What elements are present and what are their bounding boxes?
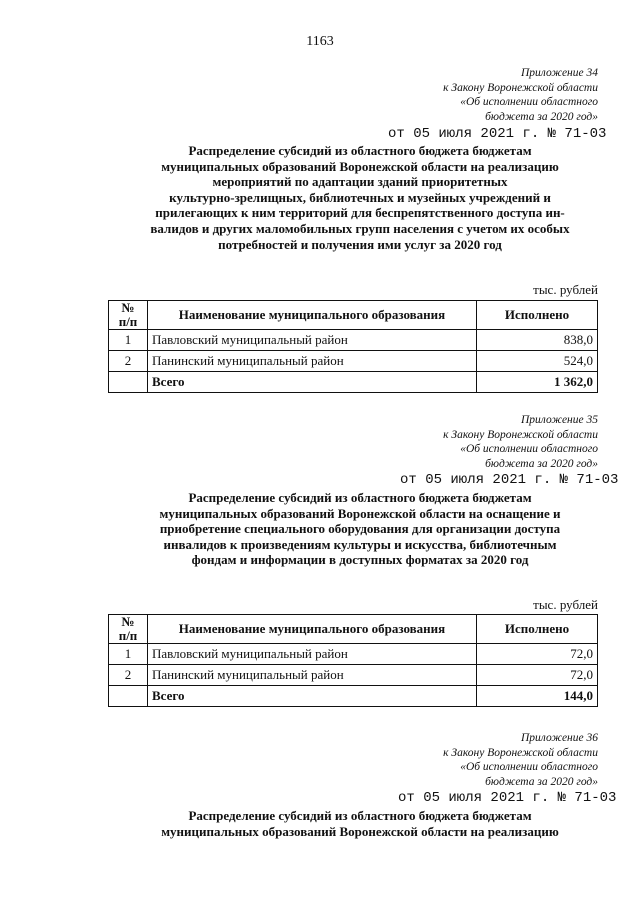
header-num-line1: № [121, 300, 135, 315]
title-line: Распределение субсидий из областного бюджета бюджетам [188, 143, 532, 158]
total-num [109, 686, 148, 707]
table-row [109, 644, 598, 665]
title-34 [100, 143, 620, 252]
row-value: 72,0 [477, 665, 598, 686]
subsidy-table-35 [108, 614, 598, 707]
appendix-line: «Об исполнении областного [460, 761, 598, 773]
header-name: Наименование муниципального образования [148, 301, 477, 330]
appendix-line: к Закону Воронежской области [443, 428, 598, 441]
header-num-line1: № [121, 614, 135, 629]
appendix-line: к Закону Воронежской области [443, 81, 598, 94]
row-value: 72,0 [477, 644, 598, 665]
table-row [109, 665, 598, 686]
total-label: Всего [148, 686, 477, 707]
row-name: Павловский муниципальный район [148, 644, 477, 665]
total-value: 144,0 [477, 686, 598, 707]
table-total-row [109, 686, 598, 707]
table-row [109, 351, 598, 372]
title-line: инвалидов к произведениям культуры и искусства, библиотечным [163, 536, 557, 552]
law-date-36: от 05 июля 2021 г. № 71-03 [398, 790, 617, 806]
header-name: Наименование муниципального образования [148, 615, 477, 644]
total-label: Всего [148, 372, 477, 393]
law-date-35: от 05 июля 2021 г. № 71-03 [400, 472, 619, 488]
header-num [109, 615, 148, 644]
appendix-line: бюджета за 2020 год» [485, 457, 598, 470]
title-35 [100, 490, 620, 568]
title-line: культурно-зрелищных, библиотечных и музейных учреждений и [169, 189, 551, 205]
appendix-line: Приложение 36 [520, 732, 598, 744]
appendix-line: бюджета за 2020 год» [485, 775, 598, 788]
row-num: 1 [109, 330, 148, 351]
row-value: 838,0 [477, 330, 598, 351]
table-header-row [109, 615, 598, 644]
appendix-line: «Об исполнении областного [460, 443, 598, 455]
law-date-34: от 05 июля 2021 г. № 71-03 [388, 126, 607, 142]
title-line: муниципальных образований Воронежской области на реализацию [161, 823, 559, 839]
title-line: потребностей и получения ими услуг за 2020 год [218, 236, 502, 252]
row-num: 2 [109, 351, 148, 372]
title-line: Распределение субсидий из областного бюджета бюджетам [188, 490, 532, 505]
row-value: 524,0 [477, 351, 598, 372]
appendix-line: Приложение 34 [520, 67, 598, 79]
table-header-row [109, 301, 598, 330]
title-line: муниципальных образований Воронежской области на реализацию [161, 158, 559, 174]
title-line: муниципальных образований Воронежской области на оснащение и [159, 505, 561, 521]
header-value: Исполнено [477, 615, 598, 644]
appendix-line: «Об исполнении областного [460, 96, 598, 108]
appendix-line: Приложение 35 [520, 414, 598, 426]
row-name: Панинский муниципальный район [148, 351, 477, 372]
units-label-35: тыс. рублей [533, 597, 598, 612]
appendix-35-header [443, 413, 598, 471]
table-total-row [109, 372, 598, 393]
header-num [109, 301, 148, 330]
total-value: 1 362,0 [477, 372, 598, 393]
title-line: прилегающих к ним территорий для беспрепятственного доступа ин- [155, 205, 565, 221]
row-num: 2 [109, 665, 148, 686]
title-line: приобретение специального оборудования для организации доступа [159, 521, 561, 537]
appendix-34-header [443, 66, 598, 124]
appendix-line: бюджета за 2020 год» [485, 110, 598, 123]
row-num: 1 [109, 644, 148, 665]
page-number: 1163 [306, 34, 334, 49]
units-label-34: тыс. рублей [533, 282, 598, 297]
title-36 [100, 808, 620, 839]
total-num [109, 372, 148, 393]
title-line: валидов и других маломобильных групп населения с учетом их особых [150, 220, 570, 236]
title-line: фондам и информации в доступных форматах за 2020 год [191, 552, 529, 568]
row-name: Панинский муниципальный район [148, 665, 477, 686]
table-row [109, 330, 598, 351]
header-num-line2: п/п [118, 314, 138, 329]
appendix-36-header [443, 731, 598, 789]
appendix-line: к Закону Воронежской области [443, 746, 598, 759]
header-num-line2: п/п [118, 628, 138, 643]
subsidy-table-34 [108, 300, 598, 393]
row-name: Павловский муниципальный район [148, 330, 477, 351]
header-value: Исполнено [477, 301, 598, 330]
title-line: Распределение субсидий из областного бюджета бюджетам [188, 808, 532, 823]
title-line: мероприятий по адаптации зданий приоритетных [212, 174, 508, 190]
